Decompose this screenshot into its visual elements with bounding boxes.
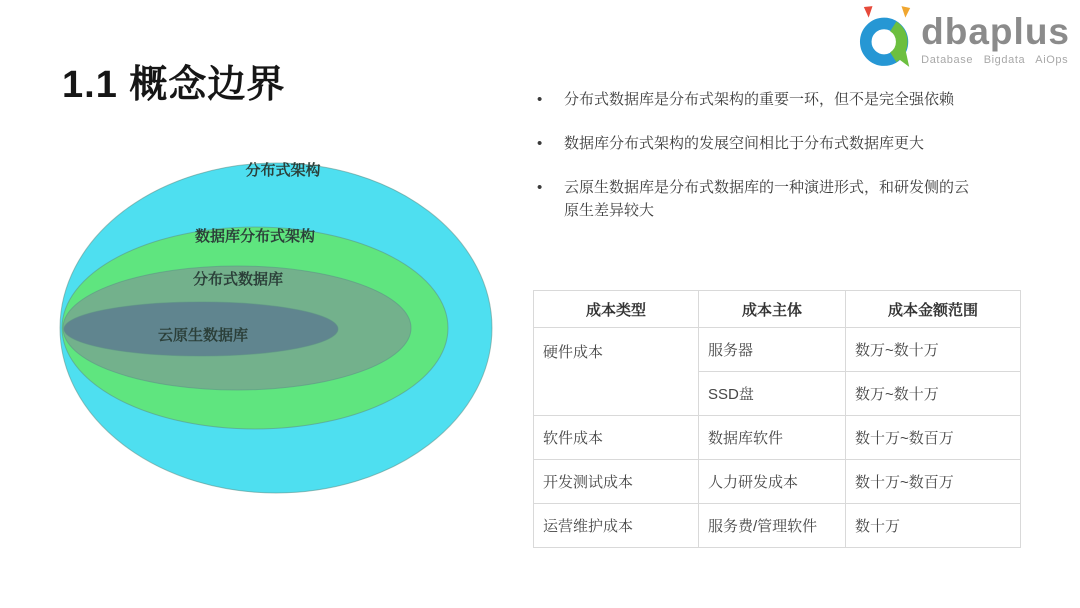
label-cloud-native-database: 云原生数据库 bbox=[157, 327, 249, 344]
logo-brand: dbaplus bbox=[921, 11, 1070, 52]
table-row bbox=[534, 504, 1021, 548]
bullet-item bbox=[537, 88, 1002, 111]
bullet-text-line: 数据库分布式架构的发展空间相比于分布式数据库更大 bbox=[564, 135, 925, 152]
bullet-text-line: 原生差异较大 bbox=[564, 202, 655, 219]
bullet-text bbox=[564, 176, 969, 222]
table-cell-cost-range: 数万~数十万 bbox=[846, 372, 1021, 416]
bullet-list bbox=[537, 88, 1002, 243]
page-title: 1.1 概念边界 bbox=[62, 64, 286, 106]
table-cell-cost-subject: 服务费/管理软件 bbox=[699, 504, 846, 548]
col-header-cost-type: 成本类型 bbox=[534, 291, 699, 328]
table-cell-cost-type: 开发测试成本 bbox=[534, 460, 699, 504]
table-row bbox=[534, 460, 1021, 504]
cost-table bbox=[533, 290, 1021, 548]
label-distributed-database: 分布式数据库 bbox=[192, 271, 284, 288]
bullet-item bbox=[537, 176, 1002, 222]
table-cell-cost-type: 软件成本 bbox=[534, 416, 699, 460]
bullet-marker: • bbox=[537, 179, 543, 196]
table-cell-cost-type: 运营维护成本 bbox=[534, 504, 699, 548]
bullet-text bbox=[564, 88, 954, 111]
label-distributed-architecture: 分布式架构 bbox=[245, 162, 321, 179]
col-header-cost-subject: 成本主体 bbox=[699, 291, 846, 328]
table-cell-cost-subject: 人力研发成本 bbox=[699, 460, 846, 504]
bullet-marker: • bbox=[537, 91, 543, 108]
table-row bbox=[534, 328, 1021, 372]
table-cell-cost-subject: 服务器 bbox=[699, 328, 846, 372]
table-row bbox=[534, 416, 1021, 460]
bullet-item bbox=[537, 132, 1002, 155]
bullet-text-line: 云原生数据库是分布式数据库的一种演进形式，和研发侧的云 bbox=[564, 179, 970, 196]
table-cell-cost-range: 数十万~数百万 bbox=[846, 460, 1021, 504]
table-cell-cost-subject: 数据库软件 bbox=[699, 416, 846, 460]
col-header-cost-range: 成本金额范围 bbox=[846, 291, 1021, 328]
table-header-row bbox=[534, 291, 1021, 328]
table-cell-cost-range: 数万~数十万 bbox=[846, 328, 1021, 372]
label-database-distributed-architecture: 数据库分布式架构 bbox=[194, 228, 316, 245]
bullet-text bbox=[564, 132, 924, 155]
table-cell-cost-type: 硬件成本 bbox=[534, 328, 699, 416]
table-cell-cost-range: 数十万~数百万 bbox=[846, 416, 1021, 460]
bullet-marker: • bbox=[537, 135, 543, 152]
table-cell-cost-range: 数十万 bbox=[846, 504, 1021, 548]
logo-tagline: Database Bigdata AiOps bbox=[921, 54, 1069, 66]
table-cell-cost-subject: SSD盘 bbox=[699, 372, 846, 416]
bullet-text-line: 分布式数据库是分布式架构的重要一环，但不是完全强依赖 bbox=[564, 91, 955, 108]
